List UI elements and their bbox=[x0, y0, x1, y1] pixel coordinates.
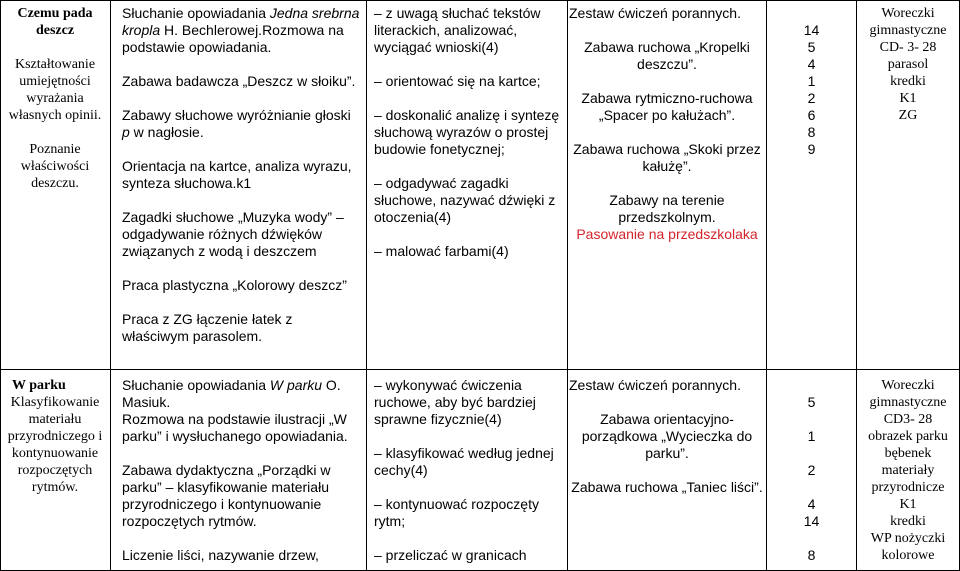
number-item: 14 bbox=[803, 513, 820, 529]
row2-motor-cell bbox=[569, 377, 765, 496]
number-item: 9 bbox=[807, 141, 816, 157]
activity-item: Słuchanie opowiadania W parku O. Masiuk. bbox=[122, 377, 341, 410]
motor-item: Zabawa orientacyjno-porządkowa „Wycieczka do parku”. bbox=[581, 411, 753, 461]
material-item: materiały przyrodnicze bbox=[871, 463, 945, 495]
material-item: CD3- 28 bbox=[883, 412, 933, 427]
activity-item: Zabawa dydaktyczna „Porządki w parku” – klasyfikowanie materiału przyrodniczego i kontynuowanie rozpoczętych rytmów. bbox=[122, 462, 331, 529]
number-item: 1 bbox=[807, 428, 816, 444]
number-item: 1 bbox=[807, 73, 816, 89]
number-item: 2 bbox=[807, 90, 816, 106]
row-divider bbox=[0, 369, 960, 370]
number-item: 4 bbox=[807, 496, 816, 512]
goal-item: – odgadywać zagadki słuchowe, nazywać dźwięki z otoczenia(4) bbox=[374, 175, 556, 225]
goal-item: – malować farbami(4) bbox=[374, 243, 509, 259]
number-item: 14 bbox=[803, 22, 820, 38]
number-item: 2 bbox=[807, 462, 816, 478]
number-item: 8 bbox=[807, 547, 816, 563]
activity-item: Zabawy słuchowe wyróżnianie głoski p w nagłosie. bbox=[122, 107, 351, 140]
row2-materials-cell bbox=[858, 377, 958, 564]
row1-numbers-cell bbox=[768, 22, 855, 158]
motor-item: Zabawa ruchowa „Taniec liści”. bbox=[571, 479, 763, 495]
motor-item: Zabawa ruchowa „Kropelki deszczu”. bbox=[584, 39, 750, 72]
material-item: kredki bbox=[890, 74, 926, 89]
column-divider bbox=[110, 0, 111, 571]
row1-motor-cell bbox=[569, 5, 765, 243]
topic-title: W parku bbox=[12, 378, 66, 393]
material-item: bębenek bbox=[884, 446, 932, 461]
activity-item: Słuchanie opowiadania Jedna srebrna kropla H. Bechlerowej.Rozmowa na podstawie opowiadania. bbox=[122, 5, 360, 55]
row2-activities-cell bbox=[122, 377, 362, 564]
topic-title: Czemu pada deszcz bbox=[17, 6, 93, 38]
activity-item: Orientacja na kartce, analiza wyrazu, synteza słuchowa.k1 bbox=[122, 158, 352, 191]
goal-item: – kontynuować rozpoczęty rytm; bbox=[374, 496, 539, 529]
material-item: parasol bbox=[887, 57, 929, 72]
material-item: obrazek parku bbox=[868, 429, 948, 444]
column-divider bbox=[567, 0, 568, 571]
material-item: K1 bbox=[899, 497, 917, 512]
activity-item: Praca z ZG łączenie łatek z właściwym parasolem. bbox=[122, 311, 293, 344]
material-item: ZG bbox=[898, 108, 918, 123]
goal-item: – wykonywać ćwiczenia ruchowe, aby być bardziej sprawne fizycznie(4) bbox=[374, 377, 536, 427]
table-border-left bbox=[0, 0, 1, 571]
material-item: Woreczki gimnastyczne bbox=[869, 6, 947, 38]
topic-goal: Poznanie właściwości deszczu. bbox=[20, 142, 90, 191]
goal-item: – z uwagą słuchać tekstów literackich, analizować, wyciągać wnioski(4) bbox=[374, 5, 541, 55]
motor-item: Zabawa rytmiczno-ruchowa „Spacer po kałużach”. bbox=[581, 90, 753, 123]
row1-activities-cell bbox=[122, 5, 362, 345]
number-item: 5 bbox=[807, 394, 816, 410]
activity-item: Liczenie liści, nazywanie drzew, bbox=[122, 547, 319, 563]
material-item: kredki bbox=[890, 514, 926, 529]
motor-item: Zabawa ruchowa „Skoki przez kałużę”. bbox=[573, 141, 761, 174]
activity-item: Zabawa badawcza „Deszcz w słoiku”. bbox=[122, 73, 356, 89]
motor-item-highlight: Pasowanie na przedszkolaka bbox=[576, 226, 758, 242]
row1-topic-cell bbox=[2, 5, 108, 192]
number-item: 4 bbox=[807, 56, 816, 72]
goal-item: – orientować się na kartce; bbox=[374, 73, 541, 89]
row1-materials-cell bbox=[858, 5, 958, 124]
row2-numbers-cell bbox=[768, 394, 855, 564]
material-item: Woreczki gimnastyczne bbox=[869, 378, 947, 410]
material-item: K1 bbox=[899, 91, 917, 106]
column-divider bbox=[856, 0, 857, 571]
material-item: CD- 3- 28 bbox=[879, 40, 937, 55]
motor-item: Zabawy na terenie przedszkolnym. bbox=[609, 192, 725, 225]
goal-item: – przeliczać w granicach bbox=[374, 547, 527, 563]
row2-goals-cell bbox=[374, 377, 562, 564]
activity-item: Zagadki słuchowe „Muzyka wody” – odgadywanie różnych dźwięków związanych z wodą i deszczem bbox=[122, 209, 344, 259]
number-item: 8 bbox=[807, 124, 816, 140]
number-item: 6 bbox=[807, 107, 816, 123]
column-divider bbox=[766, 0, 767, 571]
column-divider bbox=[366, 0, 367, 571]
motor-item: Zestaw ćwiczeń porannych. bbox=[569, 377, 741, 393]
row1-goals-cell bbox=[374, 5, 562, 260]
number-item: 5 bbox=[807, 39, 816, 55]
topic-goal: Kształtowanie umiejętności wyrażania własnych opinii. bbox=[8, 57, 102, 123]
material-item: WP nożyczki kolorowe bbox=[870, 531, 946, 563]
activity-item: Praca plastyczna „Kolorowy deszcz” bbox=[122, 277, 347, 293]
table-border-top bbox=[0, 0, 960, 1]
goal-item: – doskonalić analizę i syntezę słuchową wyrazów o prostej budowie fonetycznej; bbox=[374, 107, 560, 157]
motor-item: Zestaw ćwiczeń porannych. bbox=[569, 5, 741, 21]
topic-goal: Klasyfikowanie materiału przyrodniczego i kontynuowanie rozpoczętych rytmów. bbox=[7, 395, 103, 495]
activity-item: Rozmowa na podstawie ilustracji „W parku” i wysłuchanego opowiadania. bbox=[122, 411, 348, 444]
goal-item: – klasyfikować według jednej cechy(4) bbox=[374, 445, 554, 478]
row2-topic-cell bbox=[2, 377, 108, 496]
